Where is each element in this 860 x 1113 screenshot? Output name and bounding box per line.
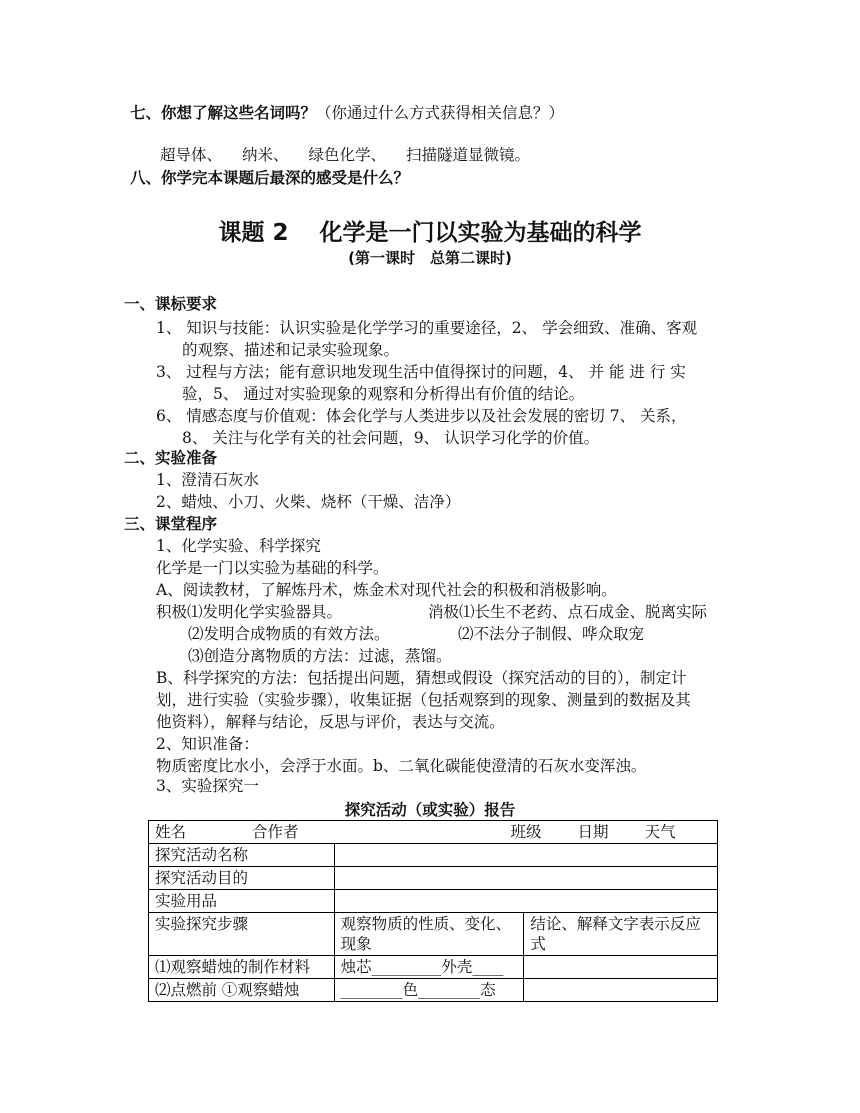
class-label: 班级	[510, 823, 542, 841]
part1-heading: 一、课标要求	[124, 295, 218, 313]
weather-label: 天气	[644, 823, 676, 841]
table-cell: 烛芯_________外壳____	[334, 956, 524, 979]
part1-line: 的观察、描述和记录实验现象。	[182, 341, 400, 359]
table-row	[149, 890, 718, 913]
lesson-subtitle: (第一课时 总第二课时)	[348, 249, 512, 267]
part3-line: B、科学探究的方法：包括提出问题，猜想或假设（探究活动的目的），制定计	[156, 669, 687, 687]
positive-item: 积极⑴发明化学实验器具。	[156, 603, 343, 621]
partner-label: 合作者	[252, 823, 299, 841]
table-cell	[334, 867, 717, 890]
term: 超导体、	[160, 146, 223, 164]
part1-line: 3、 过程与方法；能有意识地发现生活中值得探讨的问题，4、 并 能 进 行 实	[156, 363, 686, 381]
term: 绿色化学、	[308, 146, 387, 164]
column-header: 观察物质的性质、变化、现象	[334, 913, 524, 956]
part3-heading: 三、课堂程序	[124, 515, 218, 533]
term: 扫描隧道显微镜。	[406, 146, 531, 164]
part1-line: 8、 关注与化学有关的社会问题，9、 认识学习化学的价值。	[182, 429, 600, 447]
part1-line: 1、 知识与技能：认识实验是化学学习的重要途径，2、 学会细致、准确、客观	[156, 319, 698, 337]
part2-line: 1、澄清石灰水	[156, 471, 259, 489]
part3-line: 物质密度比水小，会浮于水面。b、二氧化碳能使澄清的石灰水变浑浊。	[156, 757, 647, 775]
section8-heading: 八、你学完本课题后最深的感受是什么？	[130, 169, 410, 187]
negative-item: 消极⑴长生不老药、点石成金、脱离实际	[428, 603, 708, 621]
part3-line: 划，进行实验（实验步骤），收集证据（包括观察到的现象、测量到的数据及其	[156, 691, 691, 709]
table-row	[149, 956, 718, 979]
part3-line: 1、化学实验、科学探究	[156, 537, 321, 555]
column-header: 实验探究步骤	[149, 913, 335, 956]
date-label: 日期	[577, 823, 609, 841]
table-cell	[524, 979, 718, 1002]
part1-line: 6、 情感态度与价值观：体会化学与人类进步以及社会发展的密切 7、 关系，	[156, 407, 687, 425]
table-cell	[524, 956, 718, 979]
part3-line: 2、知识准备：	[156, 735, 259, 753]
table-row	[149, 979, 718, 1002]
lesson-title: 课题 2 化学是一门以实验为基础的科学	[218, 220, 642, 246]
table-cell: ⑵点燃前 ①观察蜡烛	[149, 979, 335, 1002]
term: 纳米、	[242, 146, 289, 164]
table-cell: 探究活动名称	[149, 844, 335, 867]
negative-item: ⑵不法分子制假、哗众取宠	[458, 625, 645, 643]
table-cell	[334, 844, 717, 867]
table-cell	[334, 890, 717, 913]
header-cell	[149, 821, 718, 844]
table-cell: ________色________态	[334, 979, 524, 1002]
table-cell: 探究活动目的	[149, 867, 335, 890]
part3-line: A、阅读教材，了解炼丹术，炼金术对现代社会的积极和消极影响。	[156, 581, 617, 599]
part2-heading: 二、实验准备	[124, 449, 218, 467]
part3-line: 3、实验探究一	[156, 777, 259, 795]
report-table	[148, 820, 718, 1002]
table-cell: 实验用品	[149, 890, 335, 913]
positive-item: ⑶创造分离物质的方法：过滤，蒸馏。	[188, 647, 452, 665]
table-row	[149, 913, 718, 956]
part1-line: 验，5、 通过对实验现象的观察和分析得出有价值的结论。	[182, 385, 585, 403]
name-label: 姓名	[155, 823, 187, 841]
table-row	[149, 867, 718, 890]
part2-line: 2、蜡烛、小刀、火柴、烧杯（干燥、洁净）	[156, 493, 461, 511]
column-header: 结论、解释文字表示反应式	[524, 913, 718, 956]
table-row	[149, 844, 718, 867]
part3-line: 化学是一门以实验为基础的科学。	[156, 559, 389, 577]
section7-aside: （你通过什么方式获得相关信息？）	[316, 104, 565, 122]
report-title: 探究活动（或实验）报告	[344, 801, 516, 819]
section7-line	[130, 103, 564, 123]
table-row	[149, 821, 718, 844]
part3-line: 他资料），解释与结论，反思与评价，表达与交流。	[156, 713, 505, 731]
section7-heading: 七、你想了解这些名词吗？	[130, 104, 317, 122]
terms-line	[160, 145, 530, 165]
positive-item: ⑵发明合成物质的有效方法。	[188, 625, 390, 643]
table-cell: ⑴观察蜡烛的制作材料	[149, 956, 335, 979]
